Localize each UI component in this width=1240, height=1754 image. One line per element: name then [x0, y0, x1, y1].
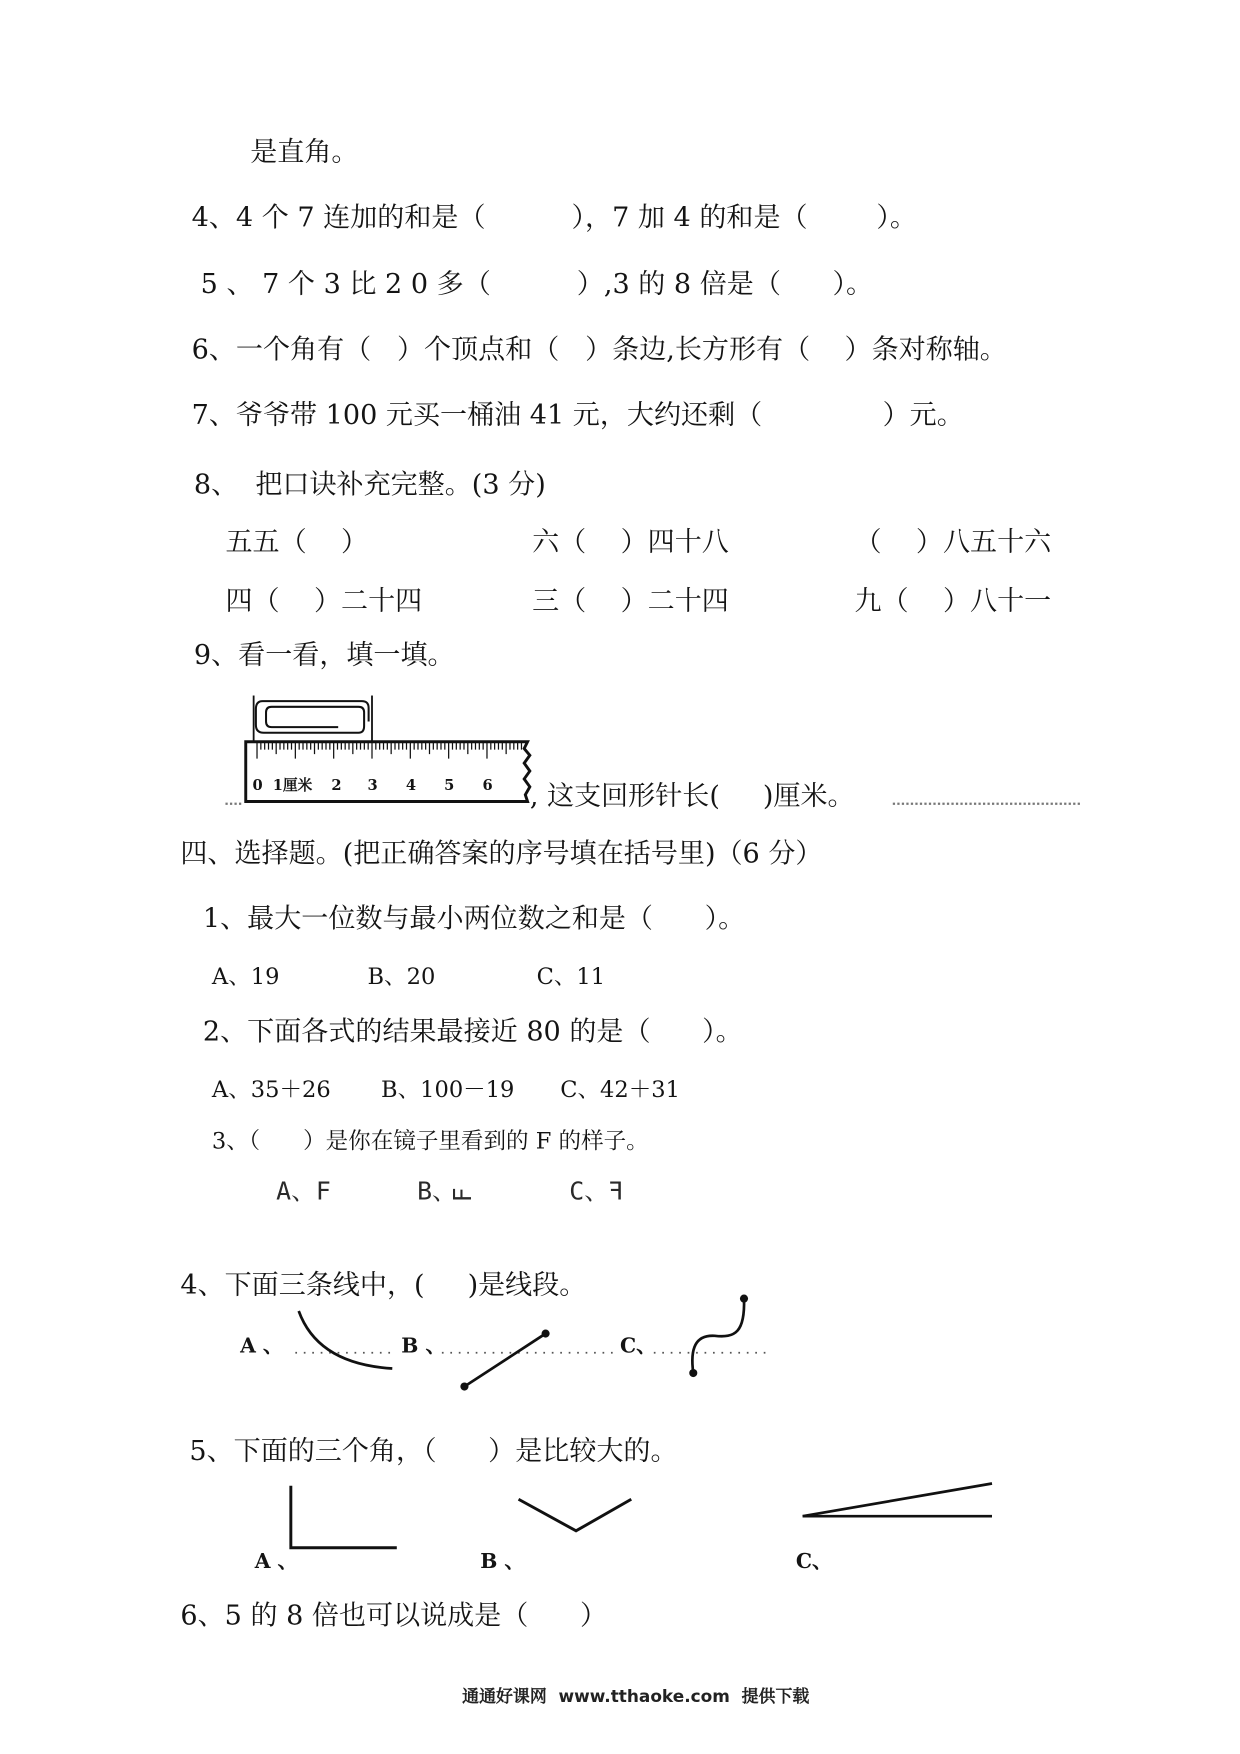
footer-source: 通通好课网 www.tthaoke.com 提供下载: [462, 1686, 810, 1707]
rotated-f-glyph: F: [449, 1187, 478, 1203]
paperclip-icon: [256, 701, 369, 733]
option-label: C、: [569, 1177, 610, 1207]
option-label: A 、: [254, 1549, 298, 1574]
choice-option: A、19: [211, 962, 280, 990]
question-4-4: 4、下面三条线中，( )是线段。: [180, 1269, 587, 1301]
mirrored-f-glyph: F: [609, 1177, 624, 1207]
option-label: B 、: [480, 1549, 525, 1574]
ruler-label: 0: [252, 777, 263, 795]
ruler-figure: [239, 690, 538, 809]
letter-f-glyph: F: [315, 1177, 331, 1207]
ruler-label: 3: [367, 777, 378, 795]
option-label: C、: [795, 1549, 833, 1574]
choice-option: A、35＋26: [211, 1075, 331, 1103]
angle-c-ray: [803, 1483, 992, 1516]
choice-option: B、100－19: [381, 1075, 515, 1103]
line-segment-b: [464, 1334, 545, 1387]
ruler-label: 4: [405, 777, 417, 795]
question-3-6: 6、一个角有（ ）个顶点和（ ）条边,长方形有（ ）条对称轴。: [191, 333, 1007, 366]
multiplication-rhyme-item: 三（ ）二十四: [532, 585, 729, 617]
section-heading: 四、选择题。(把正确答案的序号填在括号里)（6 分）: [180, 837, 823, 870]
leader-dots: [225, 803, 241, 805]
option-label: A 、: [240, 1333, 284, 1358]
choice-option: C、11: [536, 962, 606, 990]
option-label: C、: [619, 1333, 657, 1358]
question-4-6: 6、5 的 8 倍也可以说成是（ ）: [180, 1599, 607, 1632]
multiplication-rhyme-item: 四（ ）二十四: [225, 585, 423, 617]
angle-a: [291, 1486, 397, 1548]
leader-dots: [893, 803, 1080, 805]
segment-endpoint: [460, 1382, 468, 1390]
lines-figure: [225, 1285, 789, 1398]
choice-option: [276, 1179, 331, 1206]
curve-endpoint: [689, 1369, 697, 1377]
question-3-9-prompt: 9、看一看，填一填。: [193, 639, 455, 671]
question-4-2: 2、下面各式的结果最接近 80 的是（ ）。: [202, 1015, 743, 1048]
choice-option: [417, 1177, 478, 1207]
ruler-label: 6: [482, 777, 493, 795]
angle-b: [519, 1499, 632, 1531]
segment-endpoint: [542, 1330, 550, 1338]
choice-option: [569, 1179, 624, 1206]
ruler-label: 5: [444, 777, 455, 795]
ruler-label: 1厘米: [272, 777, 313, 795]
question-4-1: 1、最大一位数与最小两位数之和是（ ）。: [202, 902, 746, 935]
option-label: B、: [417, 1177, 457, 1207]
curve-endpoint: [740, 1295, 748, 1303]
multiplication-rhyme-item: 六（ ）四十八: [532, 526, 729, 558]
angles-figure: [225, 1465, 1014, 1578]
paperclip-length-answer: , 这支回形针长( )厘米。: [529, 780, 855, 812]
curve-line-c: [692, 1299, 744, 1373]
curve-line-a: [299, 1311, 393, 1368]
question-4-5: 5、下面的三个角，（ ）是比较大的。: [189, 1435, 678, 1467]
question-3-4: 4、4 个 7 连加的和是（ ），7 加 4 的和是（ ）。: [191, 201, 917, 234]
choice-option: C、42＋31: [560, 1075, 680, 1103]
multiplication-rhyme-item: 五五（ ）: [225, 526, 369, 558]
question-3-8-prompt: 8、 把口诀补充完整。(3 分): [193, 468, 546, 501]
continuation-text: 是直角。: [250, 136, 359, 168]
multiplication-rhyme-item: 九（ ）八十一: [854, 585, 1052, 617]
question-3-5: 5 、 7 个 3 比 2 0 多（ ）,3 的 8 倍是（ ）。: [200, 268, 874, 300]
choice-option: B、20: [367, 962, 436, 990]
question-3-7: 7、爷爷带 100 元买一桶油 41 元，大约还剩（ ）元。: [191, 399, 964, 431]
ruler-label: 2: [331, 777, 342, 795]
option-label: A、: [276, 1177, 316, 1207]
option-label: B 、: [401, 1333, 446, 1358]
multiplication-rhyme-item: （ ）八五十六: [854, 526, 1052, 558]
question-4-3: 3、（ ）是你在镜子里看到的 F 的样子。: [211, 1127, 649, 1155]
